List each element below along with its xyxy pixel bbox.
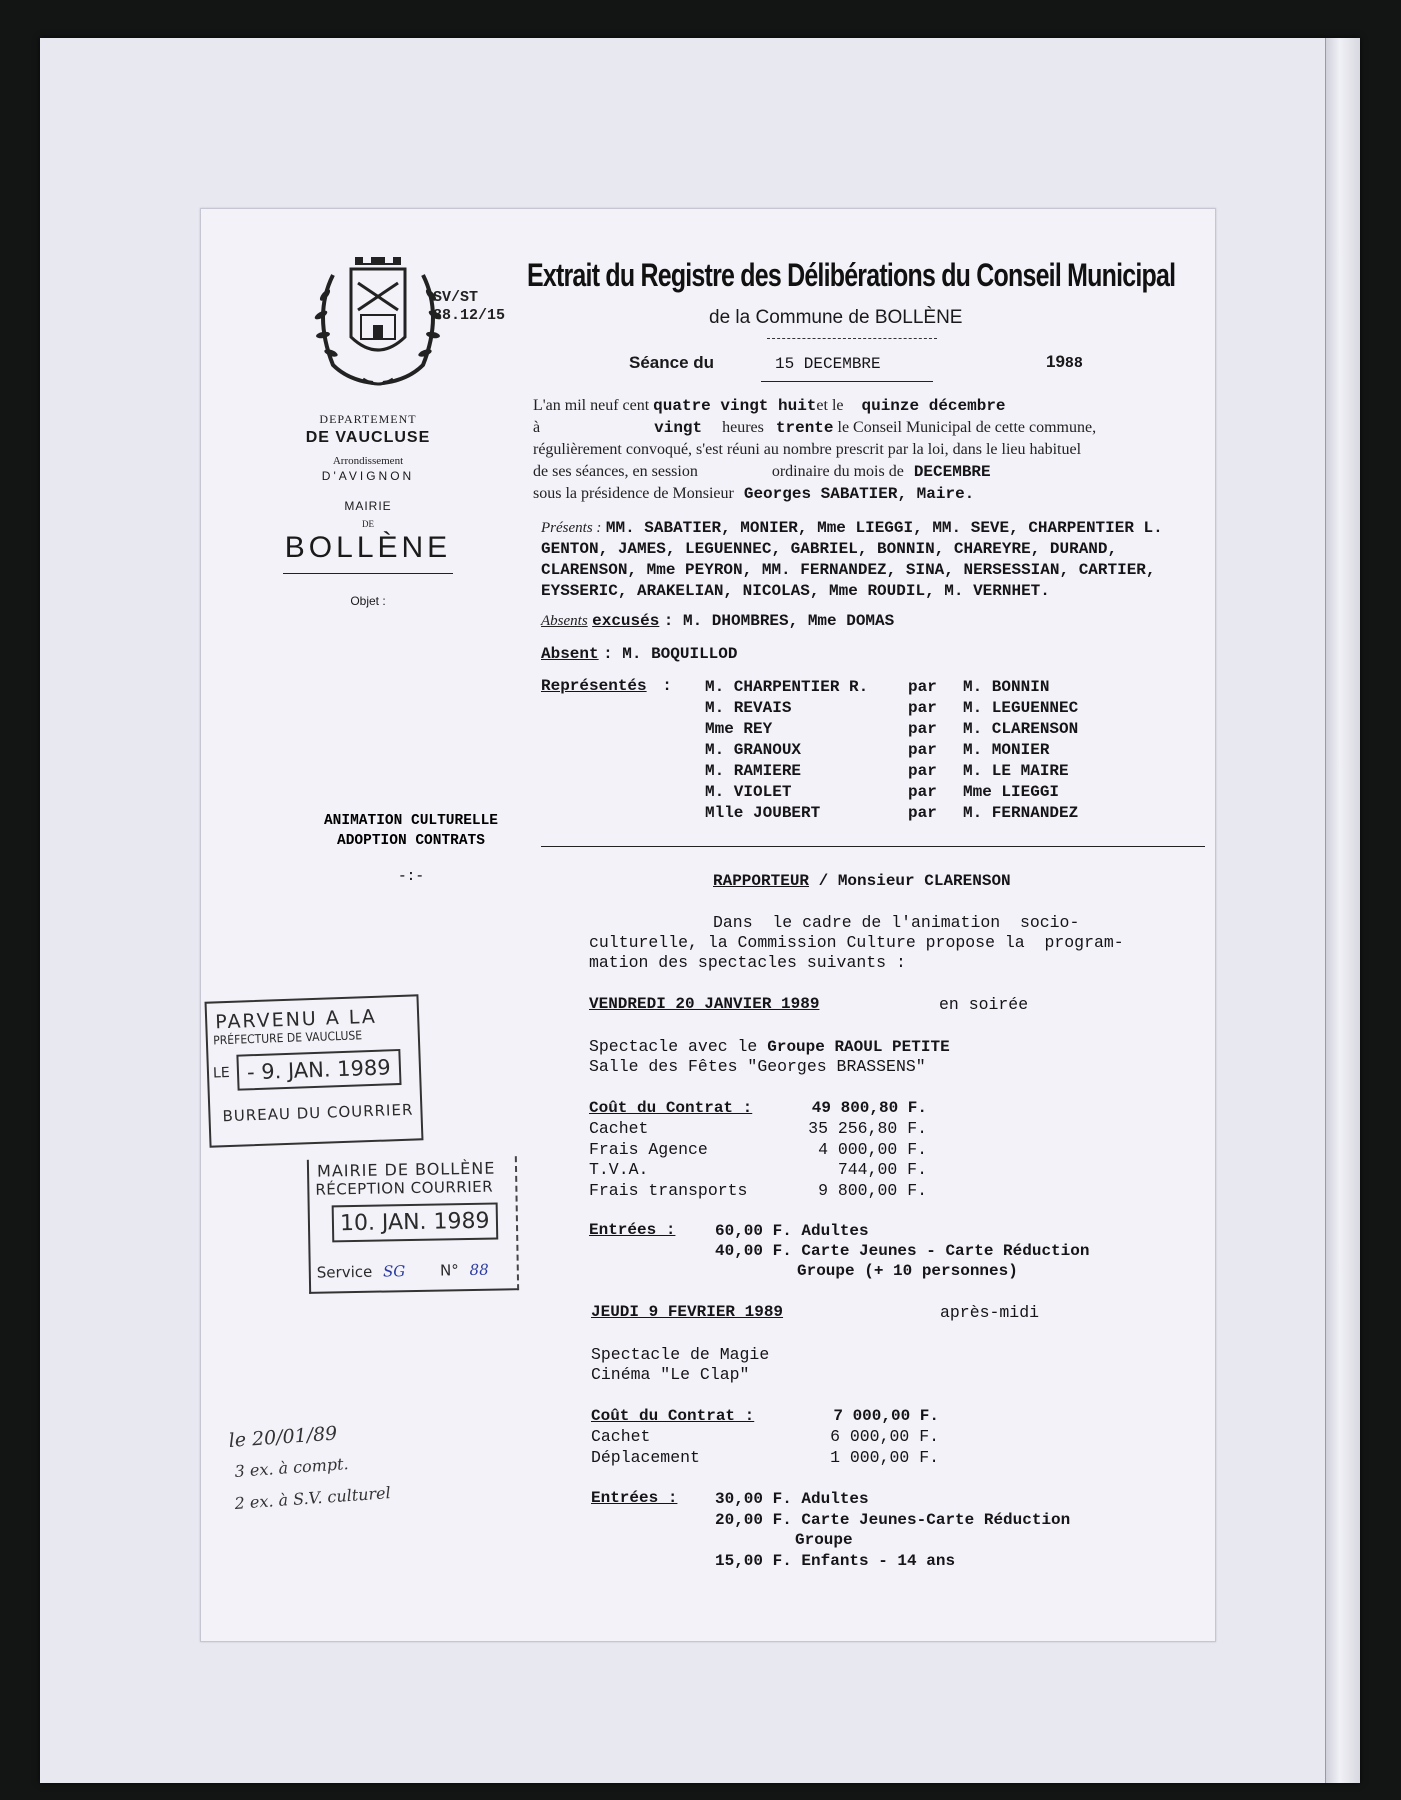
preamble-line-3: régulièrement convoqué, s'est réuni au nombre prescrit par la loi, dans le lieu habituel [533,441,1082,458]
prefecture-stamp-line-2: PRÉFECTURE DE VAUCLUSE [213,1028,363,1048]
cost-line-value: 6 000,00 F. [830,1427,939,1446]
preamble-text: heures [722,419,764,436]
represented-par: par [908,720,937,738]
represented-par: par [908,678,937,696]
seance-underline [761,381,933,382]
preamble-fill-hour: vingt [654,419,703,437]
event2-entrees-line-2: 20,00 F. Carte Jeunes-Carte Réduction [715,1510,1071,1529]
represented-list [705,677,1105,824]
event2-desc-line-1: Spectacle de Magie [591,1345,770,1364]
presents-label: Présents : [541,520,602,536]
event2-entrees-line-3: Groupe [795,1531,853,1549]
represented-member: M. REVAIS [705,699,792,717]
title-underline [767,338,937,339]
mairie-stamp-line-2: RÉCEPTION COURRIER [315,1177,494,1199]
represented-member: Mlle JOUBERT [705,804,821,822]
represented-proxy: M. MONIER [963,741,1050,759]
represented-row [705,803,1105,824]
seance-year-prefix: 19 [1046,352,1065,371]
prefecture-stamp-line-4: BUREAU DU COURRIER [222,1100,414,1126]
presents-line-3: CLARENSON, Mme PEYRON, MM. FERNANDEZ, SINA, NERSESSIAN, CARTIER, [541,561,1156,579]
event1-desc-text: Spectacle avec le [589,1037,768,1056]
event2-entrees [715,1489,1070,1571]
represented-proxy: M. LEGUENNEC [963,699,1079,717]
represented-row [705,719,1105,740]
preamble-line-5 [533,485,974,503]
event2-date: JEUDI 9 FEVRIER 1989 [591,1303,784,1321]
seance-year-suffix: 88 [1064,355,1083,372]
preamble-text: et le [816,397,844,414]
objet-block [211,811,611,887]
event1-group: Groupe RAOUL PETITE [767,1038,950,1056]
represented-member: M. VIOLET [705,783,792,801]
presents-line-4: EYSSERIC, ARAKELIAN, NICOLAS, Mme ROUDIL, M. VERNHET. [541,582,1050,600]
page-edge [1325,38,1360,1783]
preamble-text: à [533,419,541,436]
departement: DE VAUCLUSE [305,429,431,446]
absents-excuses [541,612,894,630]
left-column [201,412,535,608]
cost-line [591,1448,939,1469]
preamble-line-1 [533,397,1006,415]
cost-line [589,1160,927,1181]
arrondissement-label: Arrondissement [332,455,404,467]
represented-label [541,677,672,695]
event1-cout-value: 49 800,80 F. [811,1099,927,1117]
reference-line-2: 88.12/15 [433,307,506,324]
represented-proxy: M. FERNANDEZ [963,804,1079,822]
represented-par: par [908,741,937,759]
intro-paragraph [589,913,1124,973]
rapporteur-name: / Monsieur CLARENSON [809,872,1011,890]
document-subtitle: de la Commune de BOLLÈNE [709,307,963,328]
mairie-label: MAIRIE [344,499,392,513]
represented-proxy: M. CLARENSON [963,720,1079,738]
excuses-names: : M. DHOMBRES, Mme DOMAS [663,612,895,630]
handwritten-note-2: 3 ex. à compt. [234,1454,350,1481]
cost-line-label: Déplacement [591,1447,700,1467]
cost-line-value: 35 256,80 F. [808,1119,927,1138]
represented-proxy: Mme LIEGGI [963,783,1060,801]
arrondissement: D'AVIGNON [321,469,415,483]
departement-label: DEPARTEMENT [319,412,417,426]
event1-when: en soirée [939,995,1029,1014]
mairie-stamp-line-1: MAIRIE DE BOLLÈNE [316,1158,496,1181]
represented-row [705,740,1105,761]
preamble-fill-month: DECEMBRE [913,463,991,481]
mairie-stamp-no-value: 88 [469,1260,489,1280]
document-title: Extrait du Registre des Délibérations du Conseil Municipal [527,257,1176,293]
handwritten-note-3: 2 ex. à S.V. culturel [234,1483,392,1513]
represented-row [705,782,1105,803]
event2-description [591,1345,769,1385]
seance-year [1046,352,1083,372]
preamble-text: le Conseil Municipal de cette commune, [837,419,1097,436]
preamble-line-4 [533,463,991,481]
event1-description [589,1037,950,1077]
cost-line-label: T.V.A. [589,1160,649,1179]
mairie-stamp-service [317,1261,489,1282]
represented-par: par [908,699,937,717]
mairie-stamp-no-label: N° [439,1261,459,1280]
presents-line-2: GENTON, JAMES, LEGUENNEC, GABRIEL, BONNIN, CHAREYRE, DURAND, [541,540,1118,558]
event1-entrees-line-2: 40,00 F. Carte Jeunes - Carte Réduction [715,1242,1090,1260]
represented-par: par [908,762,937,780]
represented-row [705,698,1105,719]
preamble-fill-year: quatre vingt huit [653,397,817,415]
absent-label: Absent [541,645,599,663]
represented-par: par [908,783,937,801]
event2-venue: Cinéma "Le Clap" [591,1365,750,1384]
rapporteur-line [713,872,1011,890]
prefecture-stamp-le: LE [212,1064,230,1082]
event1-venue: Salle des Fêtes "Georges BRASSENS" [589,1057,926,1076]
event1-date: VENDREDI 20 JANVIER 1989 [589,995,820,1013]
intro-line-2: culturelle, la Commission Culture propose la program- [589,933,1124,952]
represented-colon: : [662,677,672,695]
intro-line-1: Dans le cadre de l'animation socio- [713,913,1080,932]
preamble-line-2 [533,419,1096,437]
cost-line-value: 744,00 F. [837,1160,927,1179]
excuses-label: excusés [592,612,660,630]
preamble-fill-president: Georges SABATIER, Maire. [743,485,975,503]
intro-line-3: mation des spectacles suivants : [589,953,906,972]
cost-line-label: Cachet [591,1427,651,1446]
prefecture-stamp-line-1: PARVENU A LA [214,1005,378,1034]
mairie-stamp-service-value: SG [382,1262,406,1281]
cost-line-label: Frais Agence [589,1139,708,1159]
event1-cout-label: Coût du Contrat : [589,1099,753,1117]
represented-label-text: Représentés [541,677,647,695]
cost-line [589,1119,927,1140]
preamble-text: de ses séances, en session [533,463,698,480]
cost-line [589,1140,927,1161]
preamble-text: ordinaire du mois de [771,463,904,480]
objet-label: Objet : [350,594,386,608]
event1-entrees [715,1221,1089,1281]
cost-line-value: 9 800,00 F. [818,1180,927,1200]
document-sheet [200,208,1216,1642]
cost-line-value: 4 000,00 F. [818,1139,927,1159]
objet-line-1: ANIMATION CULTURELLE [323,813,499,829]
presents-block [541,517,1163,602]
cost-line [589,1181,927,1202]
represented-member: M. RAMIERE [705,762,802,780]
coat-of-arms-icon [303,255,453,395]
represented-member: M. CHARPENTIER R. [705,678,869,696]
represented-par: par [908,804,937,822]
cost-line-value: 1 000,00 F. [830,1447,939,1467]
prefecture-stamp [205,994,424,1147]
absent-line [541,645,737,663]
de-label: DE [362,519,374,529]
objet-separator: -:- [397,869,425,885]
seance-date: 15 DECEMBRE [775,355,881,373]
preamble-text: L'an mil neuf cent [533,397,650,414]
event1-cost-lines [589,1119,927,1201]
cost-line [591,1427,939,1448]
preamble-text: sous la présidence de Monsieur [533,485,734,502]
commune-underline [283,573,453,574]
mairie-stamp-service-label: Service [316,1262,373,1282]
absent-name: : M. BOQUILLOD [603,645,738,663]
represented-member: M. GRANOUX [705,741,802,759]
cost-line-label: Frais transports [589,1180,748,1200]
event2-entrees-line-4: 15,00 F. Enfants - 14 ans [715,1551,956,1570]
represented-row [705,761,1105,782]
handwritten-note-1: le 20/01/89 [228,1422,338,1452]
prefecture-stamp-date: - 9. JAN. 1989 [236,1049,401,1091]
event2-when: après-midi [940,1303,1040,1322]
reference-line-1: SV/ST [433,289,479,306]
event1-entrees-label: Entrées : [589,1221,676,1239]
rapporteur-label: RAPPORTEUR [713,872,810,890]
event2-cout-value: 7 000,00 F. [833,1407,939,1425]
commune-name: BOLLÈNE [284,531,452,564]
event1-entrees-line-3: Groupe (+ 10 personnes) [797,1262,1018,1280]
mairie-stamp-date: 10. JAN. 1989 [332,1203,498,1243]
represented-member: Mme REY [705,720,773,738]
objet-line-2: ADOPTION CONTRATS [337,833,485,849]
preamble-fill-date: quinze décembre [861,397,1006,415]
absents-label: Absents [541,613,588,629]
preamble-fill-minute: trente [775,419,834,437]
presents-line-1: MM. SABATIER, MONIER, Mme LIEGGI, MM. SEVE, CHARPENTIER L. [605,519,1163,537]
cost-line-label: Cachet [589,1119,649,1138]
event1-entrees-line-1: 60,00 F. Adultes [715,1222,869,1240]
header-separator [541,846,1205,847]
represented-proxy: M. LE MAIRE [963,762,1069,780]
event2-entrees-line-1: 30,00 F. Adultes [715,1490,869,1508]
event2-entrees-label: Entrées : [591,1489,678,1507]
represented-row [705,677,1105,698]
represented-proxy: M. BONNIN [963,678,1050,696]
event2-cost-lines [591,1427,939,1468]
mairie-stamp [307,1156,519,1294]
seance-label: Séance du [629,353,715,372]
event2-cout-label: Coût du Contrat : [591,1407,755,1425]
